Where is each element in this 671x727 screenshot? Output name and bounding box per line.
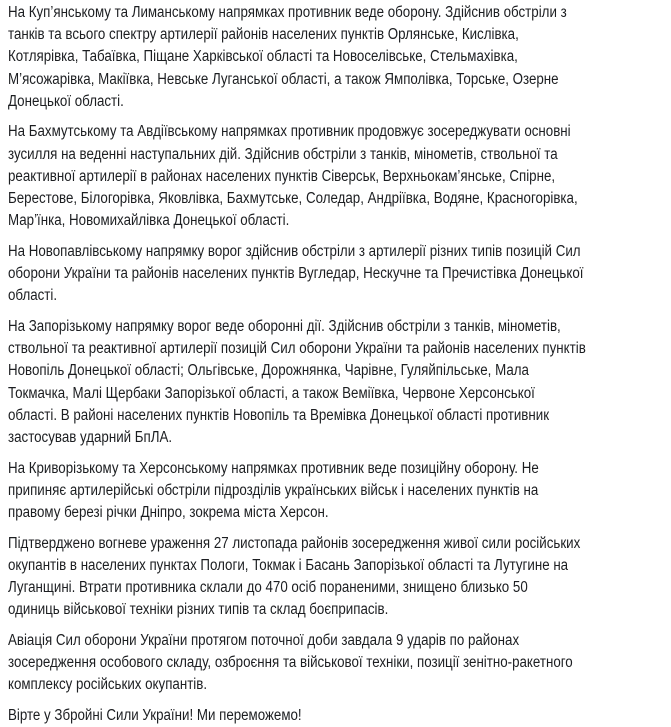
- text-line: На Новопавлівському напрямку ворог здійснив обстріли з артилерії різних типів позицій Сил: [8, 242, 581, 260]
- text-line: На Запорізькому напрямку ворог веде оборонні дії. Здійснив обстріли з танків, мінометів,: [8, 317, 561, 335]
- paragraph-confirmed-strikes: [8, 533, 671, 622]
- text-line: М’ясожарівка, Макіївка, Невське Луганської області, а також Ямполівка, Торське, Озерне: [8, 70, 559, 88]
- text-line: припиняє артилерійські обстріли підрозділів українських військ і населених пунктів на: [8, 481, 539, 499]
- text-line: Підтверджено вогневе ураження 27 листопада районів зосередження живої сили російських: [8, 534, 581, 552]
- text-line: застосував ударний БпЛА.: [8, 428, 173, 446]
- text-line: одиниць військової техніки різних типів та склад боєприпасів.: [8, 601, 389, 619]
- text-line: зусилля на веденні наступальних дій. Здійснив обстріли з танків, мінометів, ствольної та: [8, 145, 558, 163]
- text-line: комплексу російських окупантів.: [8, 676, 208, 694]
- text-line: реактивної артилерії в районах населених пунктів Сіверськ, Верхньокам’янське, Спірне,: [8, 167, 556, 185]
- paragraph-novopavlivka: [8, 241, 671, 308]
- text-line: танків та всього спектру артилерії районів населених пунктів Орлянське, Кислівка,: [8, 26, 519, 44]
- text-line: Вірте у Збройні Сили України! Ми переможемо!: [8, 706, 302, 724]
- text-line: На Куп’янському та Лиманському напрямках противник веде оборону. Здійснив обстріли з: [8, 4, 567, 21]
- text-line: області.: [8, 287, 58, 305]
- text-line: Авіація Сил оборони України протягом поточної доби завдала 9 ударів по районах: [8, 631, 520, 649]
- paragraph-kupiansk-lyman: [8, 2, 671, 113]
- paragraph-aviation: [8, 630, 671, 697]
- text-line: Новопіль Донецької області; Ольгівське, Дорожнянка, Чарівне, Гуляйпільське, Мала: [8, 362, 529, 380]
- text-line: На Бахмутському та Авдіївському напрямках противник продовжує зосереджувати основні: [8, 123, 571, 141]
- text-line: ствольної та реактивної артилерії позицій Сил оборони України та районів населених пунктів: [8, 340, 586, 358]
- text-line: оборони України та районів населених пунктів Вугледар, Нескучне та Пречистівка Донецької: [8, 265, 584, 283]
- text-line: На Криворізькому та Херсонському напрямках противник веде позиційну оборону. Не: [8, 459, 539, 477]
- paragraph-zaporizhzhia: [8, 316, 671, 449]
- text-line: Токмачка, Малі Щербаки Запорізької області, а також Веміївка, Червоне Херсонської: [8, 384, 535, 402]
- text-line: Котлярівка, Табаївка, Піщане Харківської області та Новоселівське, Стельмахівка,: [8, 48, 518, 66]
- text-line: окупантів в населених пунктах Пологи, Токмак і Басань Запорізької області та Лутугине на: [8, 556, 569, 574]
- text-line: зосередження особового складу, озброєння та військової техніки, позиції зенітно-ракетного: [8, 654, 573, 672]
- text-line: Луганщині. Втрати противника склали до 470 осіб пораненими, знищено близько 50: [8, 579, 528, 596]
- paragraph-kryvyi-rih-kherson: [8, 458, 671, 525]
- text-line: Донецької області.: [8, 92, 124, 110]
- text-line: Мар’їнка, Новомихайлівка Донецької області.: [8, 212, 290, 230]
- text-line: Берестове, Білогорівка, Яковлівка, Бахмутське, Соледар, Андріївка, Водяне, Красногорівка,: [8, 190, 578, 207]
- text-line: правому березі річки Дніпро, зокрема міста Херсон.: [8, 503, 329, 521]
- paragraph-bakhmut-avdiivka: [8, 121, 671, 232]
- text-line: області. В районі населених пунктів Новопіль та Времівка Донецької області противник: [8, 406, 550, 424]
- paragraph-closing: [8, 705, 671, 727]
